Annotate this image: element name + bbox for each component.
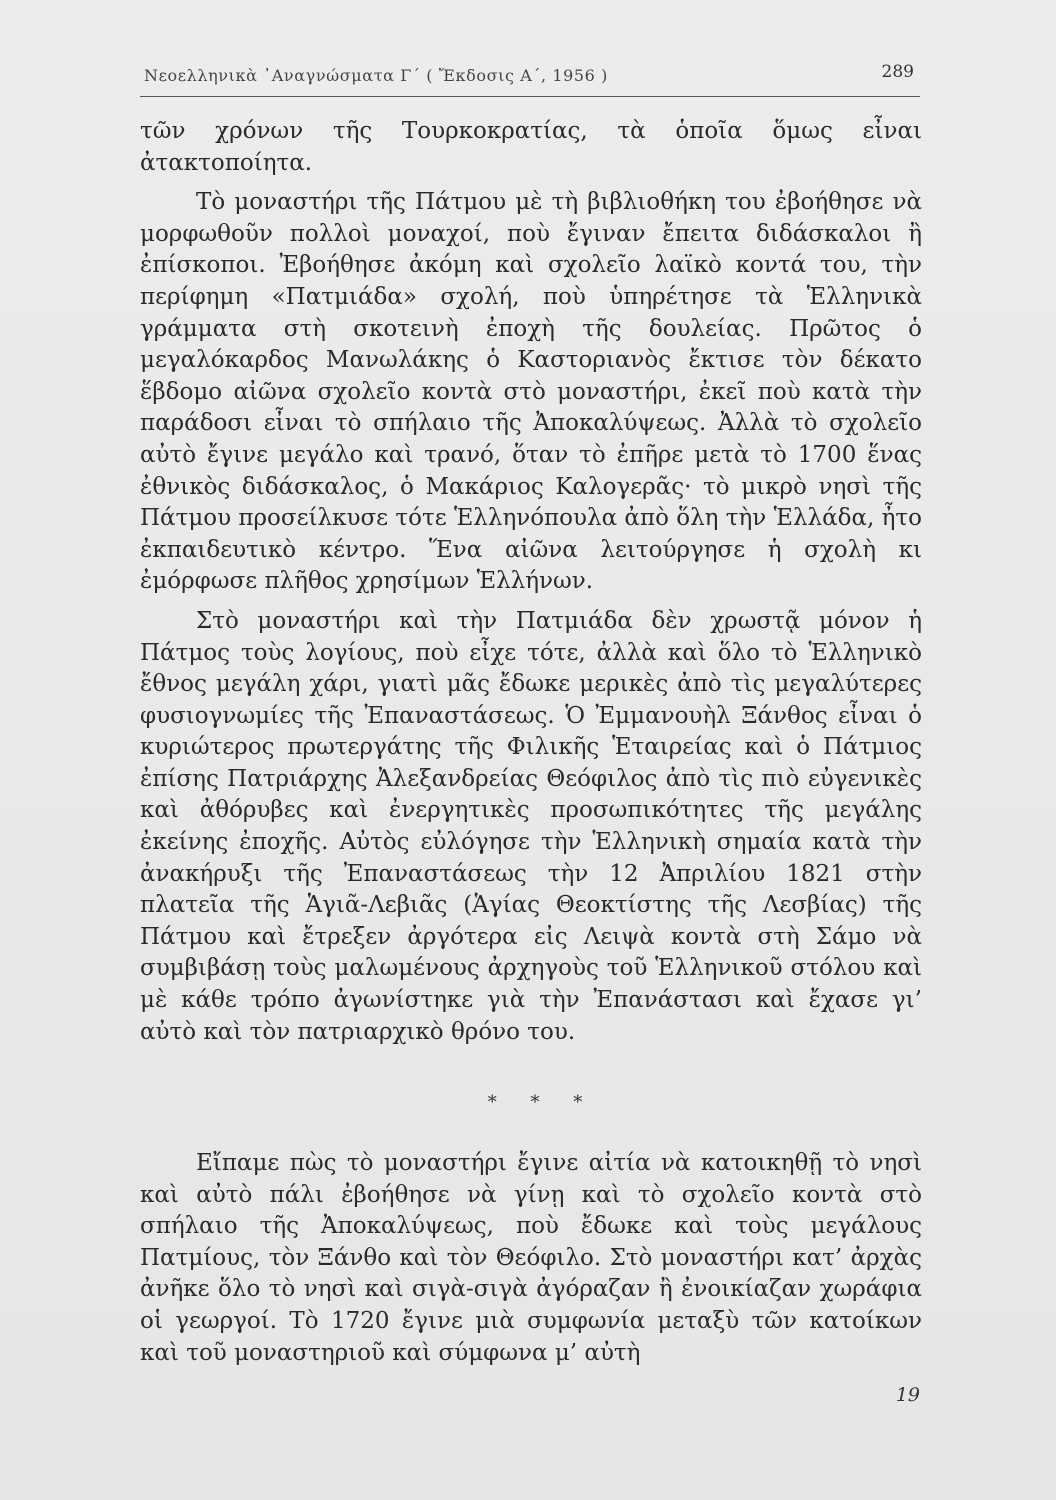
paragraph-island-settlement: Εἴπαμε πὼς τὸ μοναστήρι ἔγινε αἰτία νὰ κατοικηθῇ τὸ νησὶ καὶ αὐτὸ πάλι ἐβοήθησε νὰ γίνῃ καὶ τὸ σχολεῖο κοντὰ στὸ σπήλαιο τῆς Ἀποκαλύψεως, ποὺ ἔδωκε καὶ τοὺς μεγάλους Πατμίους, τὸν Ξάνθο καὶ τὸν Θεόφιλο. Στὸ μοναστήρι κατ’ ἀρχὰς ἀνῆκε ὅλο τὸ νησὶ καὶ σιγὰ-σιγὰ ἀγόραζαν ἢ ἐνοικίαζαν χωράφια οἱ γεωργοί. Τὸ 1720 ἔγινε μιὰ συμφωνία μεταξὺ τῶν κατοίκων καὶ τοῦ μοναστηριοῦ καὶ σύμφωνα μ’ αὐτὴ: [140, 1150, 922, 1366]
printer-signature-mark: 19: [895, 1384, 920, 1406]
running-header: [140, 60, 920, 97]
second-text-block: [140, 1148, 922, 1369]
paragraph-continuation: τῶν χρόνων τῆς Τουρκοκρατίας, τὰ ὁποῖα ὅμως εἶναι ἀτακτοποίητα.: [140, 118, 922, 176]
section-separator: * * *: [487, 1092, 597, 1113]
main-text-block: [140, 116, 922, 1056]
running-title: Νεοελληνικὰ ᾿Αναγνώσματα Γ΄ ( Ἔκδοσις Α΄, 1956 ): [144, 66, 608, 85]
paragraph-patmiada-figures: Στὸ μοναστήρι καὶ τὴν Πατμιάδα δὲν χρωστᾷ μόνον ἡ Πάτμος τοὺς λογίους, ποὺ εἶχε τότε, ἀλλὰ καὶ ὅλο τὸ Ἑλληνικὸ ἔθνος μεγάλη χάρι, γιατὶ μᾶς ἔδωκε μερικὲς ἀπὸ τὶς μεγαλύτερες φυσιογνωμίες τῆς Ἐπαναστάσεως. Ὁ Ἐμμανουὴλ Ξάνθος εἶναι ὁ κυριώτερος πρωτεργάτης τῆς Φιλικῆς Ἑταιρείας καὶ ὁ Πάτμιος ἐπίσης Πατριάρχης Ἀλεξανδρείας Θεόφιλος ἀπὸ τὶς πιὸ εὐγενικὲς καὶ ἀθόρυβες καὶ ἐνεργητικὲς προσωπικότητες τῆς μεγάλης ἐκείνης ἐποχῆς. Αὐτὸς εὐλόγησε τὴν Ἑλληνικὴ σημαία κατὰ τὴν ἀνακήρυξι τῆς Ἐπαναστάσεως τὴν 12 Ἀπριλίου 1821 στὴν πλατεῖα τῆς Ἁγιᾶ-Λεβιᾶς (Ἁγίας Θεοκτίστης τῆς Λεσβίας) τῆς Πάτμου καὶ ἔτρεξεν ἀργότερα εἰς Λειψὰ κοντὰ στὴ Σάμο νὰ συμβιβάσῃ τοὺς μαλωμένους ἀρχηγοὺς τοῦ Ἑλληνικοῦ στόλου καὶ μὲ κάθε τρόπο ἀγωνίστηκε γιὰ τὴν Ἐπανάστασι καὶ ἔχασε γι’ αὐτὸ καὶ τὸν πατριαρχικὸ θρόνο του.: [140, 607, 922, 1045]
paragraph-monastery-school: Τὸ μοναστήρι τῆς Πάτμου μὲ τὴ βιβλιοθήκη του ἐβοήθησε νὰ μορφωθοῦν πολλοὶ μοναχοί, ποὺ ἔγιναν ἔπειτα διδάσκαλοι ἢ ἐπίσκοποι. Ἐβοήθησε ἀκόμη καὶ σχολεῖο λαϊκὸ κοντά του, τὴν περίφημη «Πατμιάδα» σχολή, ποὺ ὑπηρέτησε τὰ Ἑλληνικὰ γράμματα στὴ σκοτεινὴ ἐποχὴ τῆς δουλείας. Πρῶτος ὁ μεγαλόκαρδος Μανωλάκης ὁ Καστοριανὸς ἔκτισε τὸν δέκατο ἕβδομο αἰῶνα σχολεῖο κοντὰ στὸ μοναστήρι, ἐκεῖ ποὺ κατὰ τὴν παράδοσι εἶναι τὸ σπήλαιο τῆς Ἀποκαλύψεως. Ἀλλὰ τὸ σχολεῖο αὐτὸ ἔγινε μεγάλο καὶ τρανό, ὅταν τὸ ἐπῆρε μετὰ τὸ 1700 ἕνας ἐθνικὸς διδάσκαλος, ὁ Μακάριος Καλογερᾶς· τὸ μικρὸ νησὶ τῆς Πάτμου προσείλκυσε τότε Ἑλληνόπουλα ἀπὸ ὅλη τὴν Ἑλλάδα, ἦτο ἐκπαιδευτικὸ κέντρο. Ἕνα αἰῶνα λειτούργησε ἡ σχολὴ κι ἐμόρφωσε πλῆθος χρησίμων Ἑλλήνων.: [140, 189, 922, 595]
page-number: 289: [881, 62, 914, 82]
